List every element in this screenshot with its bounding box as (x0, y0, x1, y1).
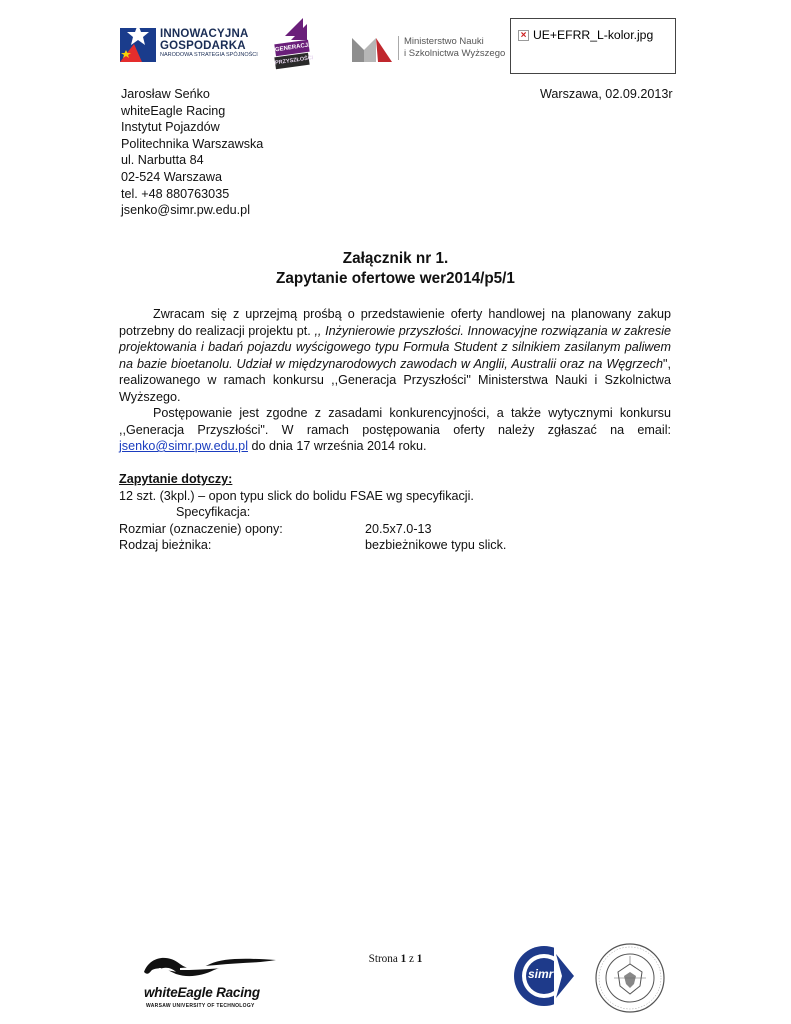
logo-we-line2: WARSAW UNIVERSITY OF TECHNOLOGY (146, 1003, 255, 1009)
sender-email: jsenko@simr.pw.edu.pl (121, 203, 250, 218)
letter-body (119, 306, 671, 455)
sender-institute: Instytut Pojazdów (121, 120, 220, 135)
page-prefix: Strona (368, 953, 401, 965)
logo-mn-line1: Ministerstwo Nauki (404, 36, 484, 47)
page-mid: z (406, 953, 417, 965)
paragraph-2 (119, 405, 671, 455)
inquiry-title: Zapytanie ofertowe wer2014/p5/1 (276, 270, 515, 287)
paragraph-1 (119, 306, 671, 405)
spec-value: 20.5x7.0-13 (365, 521, 432, 536)
attachment-title: Załącznik nr 1. (342, 250, 449, 267)
simr-logo (512, 944, 576, 1008)
p2-text-a: Postępowanie jest zgodne z zasadami konkurencyjności, a także wytycznymi konkursu ,,Generacja Przyszłości". W ramach postępowania oferty należy zgłaszać na email: (119, 406, 671, 437)
page-number (0, 953, 791, 965)
p1-intro: Zwracam się z uprzejmą prośbą o przedstawienie oferty handlowej na planowany zakup potrzebny do realizacji projektu pt. (119, 307, 671, 338)
spec-row (119, 537, 679, 554)
spec-value: bezbieżnikowe typu slick. (365, 538, 507, 552)
broken-image-label: UE+EFRR_L-kolor.jpg (533, 28, 654, 42)
project-name: ,, Inżynierowie przyszłości. Innowacyjne rozwiązania w zakresie projektowania i badań pojazdu wyścigowego typu Formuła Student z silnikiem zasilanym paliwem na bazie bioetanolu. Udział w międzynarodowych zawodach w Anglii, Australii oraz na Węgrzech (119, 323, 671, 371)
mn-emblem-icon (352, 36, 392, 62)
p2-text-b: do dnia 17 września 2014 roku. (248, 439, 427, 453)
sender-team: whiteEagle Racing (121, 103, 226, 118)
sender-city: 02-524 Warszawa (121, 169, 223, 184)
sender-address (121, 86, 263, 219)
sender-street: ul. Narbutta 84 (121, 153, 204, 168)
sender-university: Politechnika Warszawska (121, 136, 264, 151)
logo-ig-line3: NARODOWA STRATEGIA SPÓJNOŚCI (160, 52, 258, 58)
logo-ig-line1: INNOWACYJNA (160, 28, 249, 40)
generacja-przyszlosci-logo (273, 14, 314, 70)
innowacyjna-gospodarka-logo (118, 18, 268, 70)
broken-image-icon: × (518, 30, 529, 41)
document-date: Warszawa, 02.09.2013r (540, 87, 673, 101)
eagle-icon (140, 950, 280, 986)
logo-mn-line2: i Szkolnictwa Wyższego (404, 48, 506, 59)
white-eagle-racing-logo (140, 950, 280, 1012)
page-current: 1 (400, 953, 407, 965)
logo-gp-line2: PRZYSZŁOŚCI (274, 55, 314, 67)
spec-label: Rodzaj bieżnika: (119, 538, 212, 552)
p1-rest: ", realizowanego w ramach konkursu ,,Generacja Przyszłości" Ministerstwa Nauki i Szkolnictwa Wyższego. (119, 356, 671, 404)
spec-row (119, 521, 679, 538)
email-link[interactable]: jsenko@simr.pw.edu.pl (119, 439, 248, 453)
university-seal-icon (594, 942, 666, 1014)
page-total: 1 (416, 953, 423, 965)
ministerstwo-logo (352, 33, 512, 65)
simr-text: simr (528, 967, 554, 981)
subject-section (119, 471, 679, 554)
politechnika-warszawska-seal (594, 942, 666, 1014)
subject-heading: Zapytanie dotyczy: (119, 472, 233, 486)
logo-gp-line1: GENERACJA (274, 42, 313, 54)
stars-flag-icon (118, 22, 158, 66)
broken-image-placeholder (510, 18, 676, 74)
spec-heading: Specyfikacja: (176, 505, 251, 519)
logo-we-line1: whiteEagle Racing (144, 985, 260, 1000)
subject-line: 12 szt. (3kpl.) – opon typu slick do bolidu FSAE wg specyfikacji. (119, 488, 474, 503)
logo-ig-line2: GOSPODARKA (160, 40, 246, 52)
spec-label: Rozmiar (oznaczenie) opony: (119, 521, 283, 536)
sender-phone: tel. +48 880763035 (121, 186, 230, 201)
sender-name: Jarosław Seńko (121, 87, 210, 101)
